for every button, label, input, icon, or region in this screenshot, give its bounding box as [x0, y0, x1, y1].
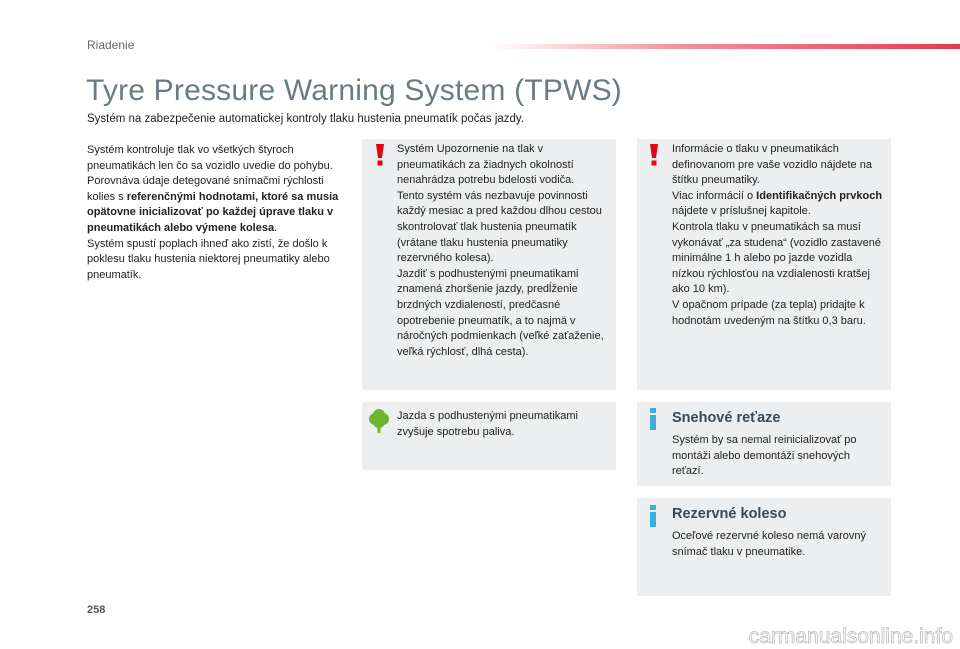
warning-2-paragraph-3: Kontrola tlaku v pneumatikách sa musí vykonávať „za studena“ (vozidlo zastavené minimálne 1 h alebo po jazde vozidla nízkou rýchlosťou na vzdialenosti kratšej ako 10 km). — [672, 220, 881, 296]
intro-text: Systém na zabezpečenie automatickej kontroly tlaku hustenia pneumatík počas jazdy. — [87, 113, 525, 125]
section-label: Riadenie — [87, 38, 135, 52]
warning-2-bold: Identifikačných prvkoch — [756, 189, 883, 202]
left-column — [87, 143, 349, 283]
eco-box-text: Jazda s podhustenými pneumatikami zvyšuje spotrebu paliva. — [397, 410, 578, 438]
svg-text:carmanualsonline.info: carmanualsonline.info — [748, 625, 953, 648]
spare-wheel-title: Rezervné koleso — [672, 506, 787, 522]
left-paragraph-2: Porovnáva údaje detegované snímačmi rýchlosti kolies s referenčnými hodnotami, ktoré sa musia opätovne inicializovať po každej úprave tlaku v pneumatikách alebo výmene kolesa. — [87, 175, 339, 234]
warning-1-paragraph-1: Systém Upozornenie na tlak v pneumatikách za žiadnych okolností nenahrádza potrebu bdelosti vodiča. — [397, 143, 575, 187]
header-accent-bar — [490, 44, 960, 49]
warning-2-paragraph-4: V opačnom prípade (za tepla) pridajte k hodnotám uvedeným na štítku 0,3 baru. — [672, 298, 866, 327]
watermark — [555, 624, 955, 648]
warning-2-paragraph-1: Informácie o tlaku v pneumatikách definovanom pre vaše vozidlo nájdete na štítku pneumatiky. — [672, 143, 872, 187]
tree-icon — [368, 409, 390, 433]
left-paragraph-1: Systém kontroluje tlak vo všetkých štyroch pneumatikách len čo sa vozidlo uvedie do pohybu. — [87, 144, 333, 172]
page-title: Tyre Pressure Warning System (TPWS) — [86, 74, 622, 107]
info-icon — [648, 505, 658, 527]
spare-wheel-text: Oceľové rezervné koleso nemá varovný snímač tlaku v pneumatike. — [672, 530, 866, 558]
exclamation-icon — [374, 144, 386, 166]
page-number: 258 — [87, 604, 106, 616]
info-icon — [648, 408, 658, 430]
warning-box-tpws-text — [397, 142, 609, 360]
exclamation-icon — [648, 144, 660, 166]
warning-box-pressure-text — [672, 142, 886, 329]
left-paragraph-3: Systém spustí poplach ihneď ako zistí, že došlo k poklesu tlaku hustenia niektorej pneumatiky alebo pneumatík. — [87, 237, 330, 281]
snow-chains-title: Snehové reťaze — [672, 410, 781, 426]
warning-1-paragraph-3: Jazdiť s podhustenými pneumatikami znamená zhoršenie jazdy, predĺženie brzdných vzdialeností, predčasné opotrebenie pneumatík, a to najmä v náročných podmienkach (veľké zaťaženie, veľká rýchlosť, dlhá cesta). — [397, 267, 604, 358]
left-paragraph-2-bold: referenčnými hodnotami, ktoré sa musia opätovne inicializovať po každej úprave tlaku v pneumatikách alebo výmene kolesa — [87, 190, 339, 234]
warning-2-paragraph-2: Viac informácií o Identifikačných prvkoch nájdete v príslušnej kapitole. — [672, 189, 883, 218]
warning-1-paragraph-2: Tento systém vás nezbavuje povinnosti každý mesiac a pred každou dlhou cestou skontrolovať tlak hustenia pneumatík (vrátane tlaku hustenia pneumatiky rezervného kolesa). — [397, 189, 602, 265]
snow-chains-text: Systém by sa nemal reinicializovať po montáži alebo demontáži snehových reťazí. — [672, 434, 857, 478]
